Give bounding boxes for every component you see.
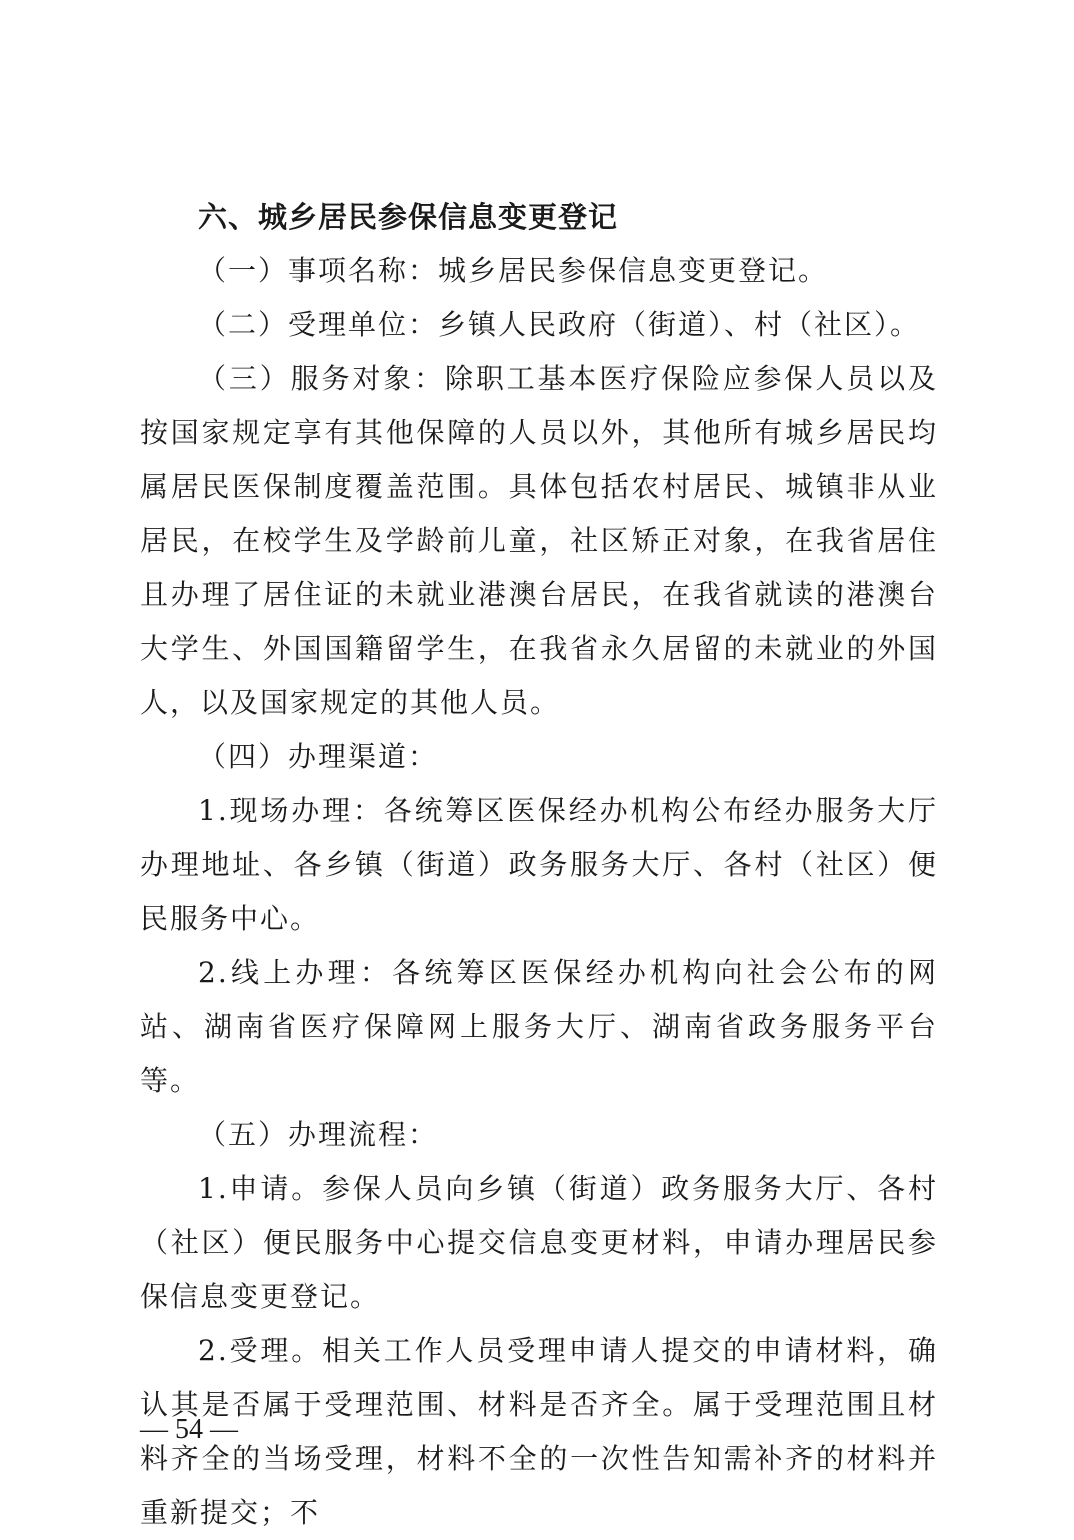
paragraph-online-handling: 2.线上办理：各统筹区医保经办机构向社会公布的网站、湖南省医疗保障网上服务大厅、湖南省政务服务平台等。 [140,956,938,1097]
paragraph-acceptance: 2.受理。相关工作人员受理申请人提交的申请材料，确认其是否属于受理范围、材料是否齐全。属于受理范围且材料齐全的当场受理，材料不全的一次性告知需补齐的材料并重新提交；不 [140,1334,938,1529]
paragraph-application: 1.申请。参保人员向乡镇（街道）政务服务大厅、各村（社区）便民服务中心提交信息变更材料，申请办理居民参保信息变更登记。 [140,1172,938,1313]
section-heading: 六、城乡居民参保信息变更登记 [198,200,619,234]
paragraph-onsite-handling: 1.现场办理：各统筹区医保经办机构公布经办服务大厅办理地址、各乡镇（街道）政务服务大厅、各村（社区）便民服务中心。 [140,794,938,935]
paragraph-channels-heading: （四）办理渠道： [198,740,439,773]
paragraph-item-name: （一）事项名称：城乡居民参保信息变更登记。 [198,254,829,287]
paragraph-process-heading: （五）办理流程： [198,1118,439,1151]
page-number: — 54 — [140,1414,238,1445]
paragraph-accepting-unit: （二）受理单位：乡镇人民政府（街道）、村（社区）。 [198,308,921,341]
paragraph-service-target: （三）服务对象：除职工基本医疗保险应参保人员以及按国家规定享有其他保障的人员以外，其他所有城乡居民均属居民医保制度覆盖范围。具体包括农村居民、城镇非从业居民，在校学生及学龄前儿童，社区矫正对象，在我省居住且办理了居住证的未就业港澳台居民，在我省就读的港澳台大学生、外国国籍留学生，在我省永久居留的未就业的外国人，以及国家规定的其他人员。 [140,362,938,719]
document-body [140,190,938,1540]
